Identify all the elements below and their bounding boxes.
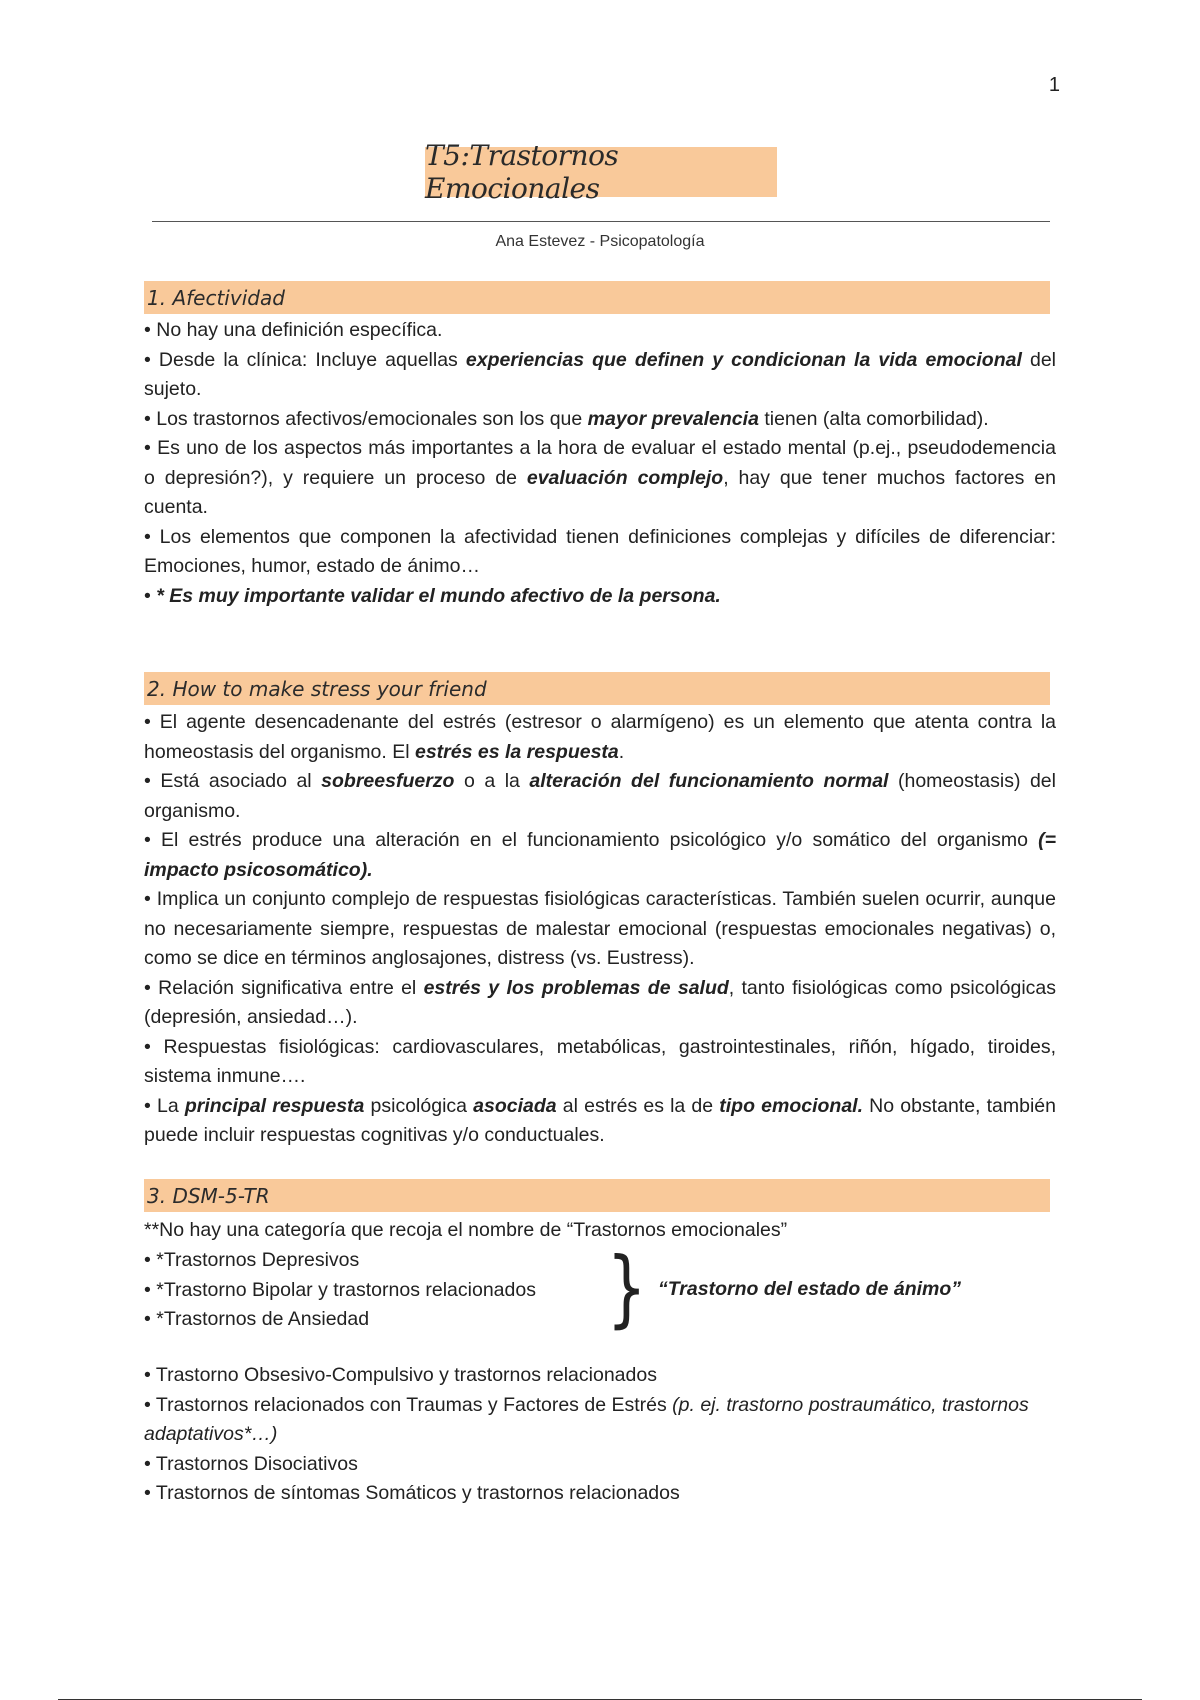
mood-disorders-list (144, 1246, 604, 1335)
dsm-other-disorders (144, 1361, 1056, 1509)
dsm-intro-text: **No hay una categoría que recoja el nombre de “Trastornos emocionales” (144, 1219, 788, 1241)
bullet-paragraph: • Es uno de los aspectos más importantes a la hora de evaluar el estado mental (p.ej., pseudodemencia o depresión?), y requiere un proceso de evaluación complejo, hay que tener muchos factores en cuenta. (144, 437, 1056, 518)
section-header-afectividad: 1. Afectividad (144, 281, 1050, 314)
section-header-stress: 2. How to make stress your friend (144, 672, 1050, 705)
mood-disorder-label: “Trastorno del estado de ánimo” (658, 1278, 962, 1300)
bullet-paragraph: • El agente desencadenante del estrés (estresor o alarmígeno) es un elemento que atenta contra la homeostasis del organismo. El estrés es la respuesta. (144, 711, 1056, 763)
list-item: • *Trastornos Depresivos (144, 1249, 360, 1271)
bullet-paragraph: • No hay una definición específica. (144, 319, 443, 341)
document-title: T5:Trastornos Emocionales (425, 147, 777, 197)
bullet-paragraph: • Está asociado al sobreesfuerzo o a la alteración del funcionamiento normal (homeostasis) del organismo. (144, 770, 1056, 822)
bullet-paragraph: • Los trastornos afectivos/emocionales son los que mayor prevalencia tienen (alta comorbilidad). (144, 407, 989, 430)
dsm-intro (144, 1216, 1056, 1246)
bullet-paragraph: • * Es muy importante validar el mundo afectivo de la persona. (144, 584, 721, 607)
page-number: 1 (1048, 74, 1060, 96)
title-divider (152, 221, 1050, 222)
section-body-stress (144, 706, 1056, 1151)
bullet-paragraph: • Relación significativa entre el estrés y los problemas de salud, tanto fisiológicas como psicológicas (depresión, ansiedad…). (144, 976, 1056, 1028)
list-item: • *Trastorno Bipolar y trastornos relacionados (144, 1278, 536, 1301)
list-item: • Trastornos Disociativos (144, 1452, 358, 1475)
bullet-paragraph: • La principal respuesta psicológica asociada al estrés es la de tipo emocional. No obstante, también puede incluir respuestas cognitivas y/o conductuales. (144, 1094, 1056, 1146)
list-item: • Trastornos relacionados con Traumas y Factores de Estrés (p. ej. trastorno postraumático, trastornos adaptativos*…) (144, 1393, 1029, 1445)
bullet-paragraph: • El estrés produce una alteración en el funcionamiento psicológico y/o somático del organismo (= impacto psicosomático). (144, 829, 1056, 881)
author-subtitle: Ana Estevez - Psicopatología (495, 233, 705, 250)
mood-disorders-group (144, 1239, 1056, 1337)
list-item: • Trastorno Obsesivo-Compulsivo y trastornos relacionados (144, 1364, 657, 1386)
bullet-paragraph: • Respuestas fisiológicas: cardiovasculares, metabólicas, gastrointestinales, riñón, hígado, tiroides, sistema inmune…. (144, 1035, 1056, 1087)
list-item: • Trastornos de síntomas Somáticos y trastornos relacionados (144, 1482, 680, 1504)
bullet-paragraph: • Implica un conjunto complejo de respuestas fisiológicas características. También suelen ocurrir, aunque no necesariamente siempre, respuestas de malestar emocional (respuestas emocionales negativas) o, como se dice en términos anglosajones, distress (vs. Eustress). (144, 888, 1056, 969)
bullet-paragraph: • Los elementos que componen la afectividad tienen definiciones complejas y difíciles de diferenciar: Emociones, humor, estado de ánimo… (144, 525, 1056, 577)
curly-brace-icon: } (606, 1239, 647, 1337)
section-body-afectividad (144, 314, 1056, 611)
bullet-paragraph: • Desde la clínica: Incluye aquellas experiencias que definen y condicionan la vida emocional del sujeto. (144, 348, 1056, 400)
list-item: • *Trastornos de Ansiedad (144, 1308, 370, 1330)
section-header-dsm: 3. DSM-5-TR (144, 1179, 1050, 1212)
